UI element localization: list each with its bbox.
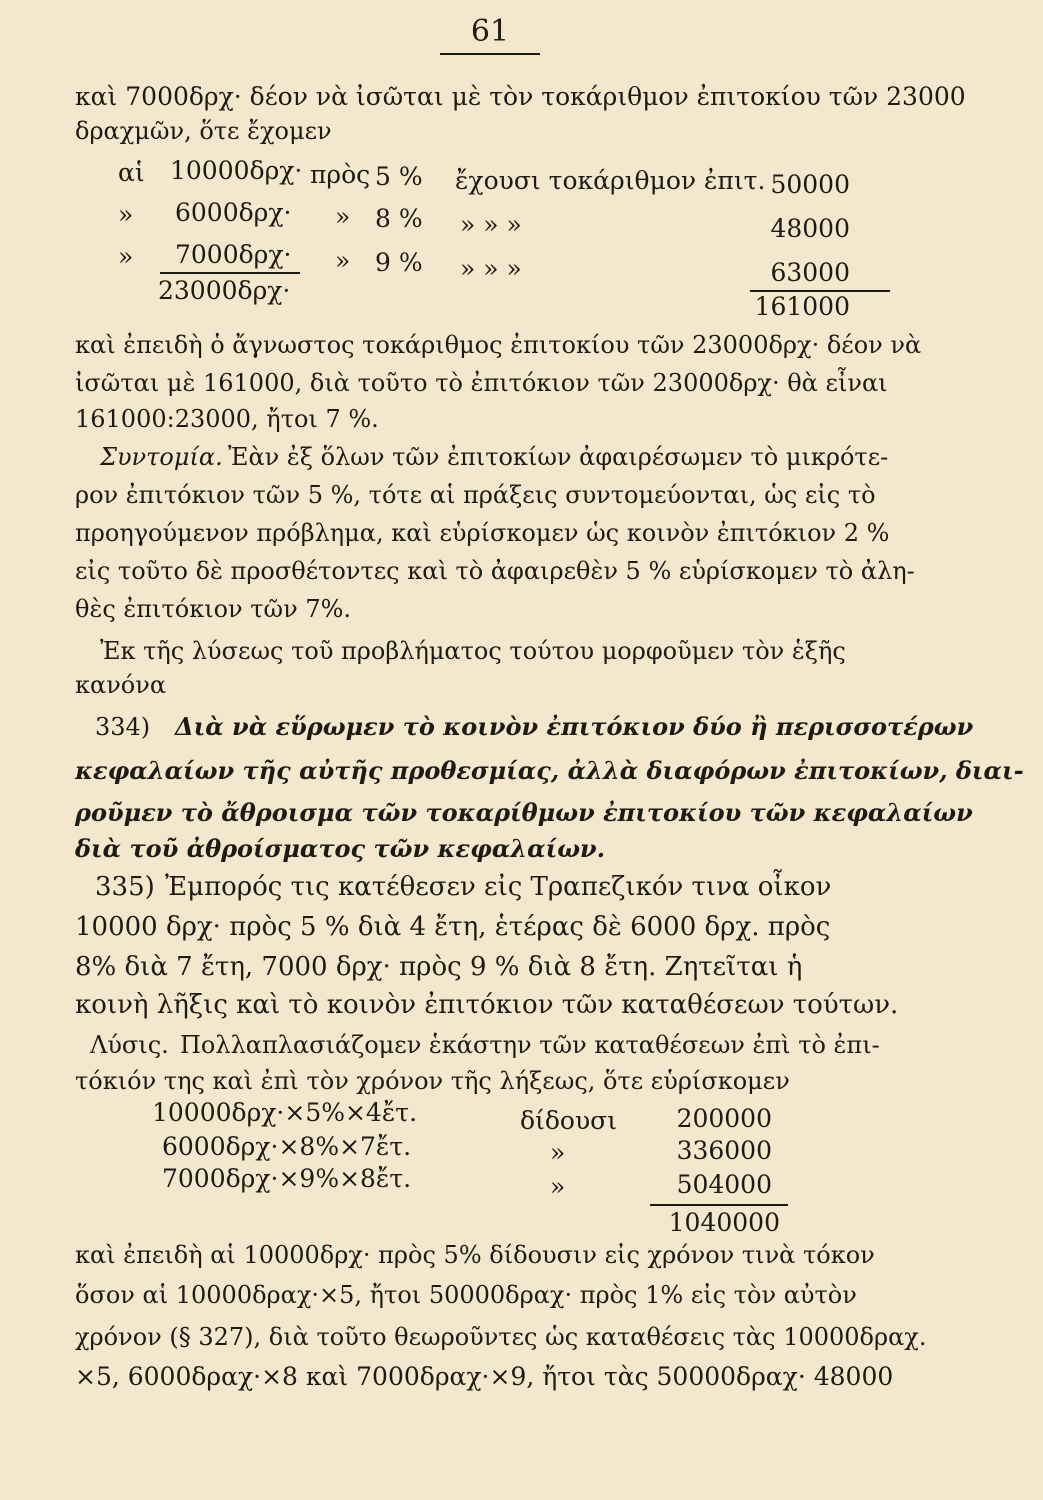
products-total: 1040000 [668,1208,780,1237]
para3-line-2: κανόνα [75,671,167,699]
row-pre: » [335,246,351,275]
para2-line-5: θὲς ἐπιτόκιον τῶν 7%. [75,595,352,623]
solution-label: Λύσις. [90,1031,169,1059]
intro-line-1: καὶ 7000δρχ· δέον νὰ ἰσῶται μὲ τὸν τοκάριθμον ἐπιτοκίου τῶν 23000 [75,82,966,111]
para2-line-3: προηγούμενον πρόβλημα, καὶ εὑρίσκομεν ὡς κοινὸν ἐπιτόκιον 2 % [75,519,890,547]
row-rate: 8 % [375,204,423,233]
row-text: ἔχουσι τοκάριθμον ἐπιτ. [455,166,766,195]
row-rate: 9 % [375,248,423,277]
rule-line-3: ροῦμεν τὸ ἄθροισμα τῶν τοκαρίθμων ἐπιτοκίου τῶν κεφαλαίων [75,798,973,827]
para2-label: Συντομία. [100,443,223,471]
row-rate: 5 % [375,162,423,191]
para1-line-1: καὶ ἐπειδὴ ὁ ἄγνωστος τοκάριθμος ἐπιτοκίου τῶν 23000δρχ· δέον νὰ [75,331,922,359]
para1-line-3: 161000:23000, ἤτοι 7 %. [75,405,379,433]
row-expr: 10000δρχ·×5%×4ἔτ. [152,1098,418,1127]
para2-line-4: εἰς τοῦτο δὲ προσθέτοντες καὶ τὸ ἀφαιρεθὲν 5 % εὑρίσκομεν τὸ ἀλη- [75,557,915,585]
row-value: 63000 [770,258,850,287]
row-lead: αἱ [118,158,145,187]
row-lead: » [118,200,134,229]
final-line-3: χρόνον (§ 327), διὰ τοῦτο θεωροῦντες ὡς καταθέσεις τὰς 10000δραχ. [75,1323,927,1351]
solution-line-1: Πολλαπλασιάζομεν ἑκάστην τῶν καταθέσεων ἐπὶ τὸ ἐπι- [180,1031,880,1059]
rule-line-1: Διὰ νὰ εὕρωμεν τὸ κοινὸν ἐπιτόκιον δύο ἢ περισσοτέρων [175,712,974,741]
problem-line-3: 8% διὰ 7 ἔτη, 7000 δρχ· πρὸς 9 % διὰ 8 ἔτη. Ζητεῖται ἡ [75,952,803,982]
row-expr: 6000δρχ·×8%×7ἔτ. [162,1132,412,1161]
row-amount: 10000δρχ· [170,156,303,185]
problem-line-1: Ἐμπορός τις κατέθεσεν εἰς Τραπεζικόν τινα οἶκον [165,872,832,902]
row-pre: » [335,202,351,231]
problem-number: 335) [95,872,155,902]
row-amount: 7000δρχ· [175,240,292,269]
para2-line-2: ρον ἐπιτόκιον τῶν 5 %, τότε αἱ πράξεις συντομεύονται, ὡς εἰς τὸ [75,481,876,509]
row-value: 50000 [770,170,850,199]
row-text: δίδουσι [520,1106,618,1135]
row-text: » [550,1138,566,1167]
row-pre: πρὸς [310,160,371,189]
row-text: » » » [460,254,522,283]
row-value: 504000 [676,1170,772,1199]
amount-sum-rule [160,272,300,274]
problem-line-2: 10000 δρχ· πρὸς 5 % διὰ 4 ἔτη, ἑτέρας δὲ 6000 δρχ. πρὸς [75,912,831,942]
row-lead: » [118,242,134,271]
row-amount: 6000δρχ· [175,198,292,227]
final-line-2: ὅσον αἱ 10000δραχ·×5, ἤτοι 50000δραχ· πρὸς 1% εἰς τὸν αὐτὸν [75,1281,857,1309]
para2-line-1: Ἐὰν ἐξ ὅλων τῶν ἐπιτοκίων ἀφαιρέσωμεν τὸ μικρότε- [228,443,889,471]
solution-line-2: τόκιόν της καὶ ἐπὶ τὸν χρόνον τῆς λήξεως, ὅτε εὑρίσκομεν [75,1067,790,1095]
final-line-4: ×5, 6000δραχ·×8 καὶ 7000δραχ·×9, ἤτοι τὰς 50000δραχ· 48000 [75,1362,894,1391]
page-number: 61 [440,14,540,55]
row-text: » [550,1172,566,1201]
total-value: 161000 [754,292,850,321]
products-sum-rule [650,1204,788,1206]
rule-line-4: διὰ τοῦ ἀθροίσματος τῶν κεφαλαίων. [75,834,606,863]
para1-line-2: ἰσῶται μὲ 161000, διὰ τοῦτο τὸ ἐπιτόκιον τῶν 23000δρχ· θὰ εἶναι [75,369,888,397]
rule-line-2: κεφαλαίων τῆς αὐτῆς προθεσμίας, ἀλλὰ διαφόρων ἐπιτοκίων, διαι- [75,756,1024,785]
row-expr: 7000δρχ·×9%×8ἔτ. [162,1164,412,1193]
intro-line-2: δραχμῶν, ὅτε ἔχομεν [75,117,332,145]
final-line-1: καὶ ἐπειδὴ αἱ 10000δρχ· πρὸς 5% δίδουσιν εἰς χρόνον τινὰ τόκον [75,1241,875,1269]
para3-line-1: Ἐκ τῆς λύσεως τοῦ προβλήματος τούτου μορφοῦμεν τὸν ἑξῆς [100,637,846,665]
rule-number: 334) [95,713,151,741]
row-value: 336000 [676,1136,772,1165]
problem-line-4: κοινὴ λῆξις καὶ τὸ κοινὸν ἐπιτόκιον τῶν καταθέσεων τούτων. [75,990,899,1020]
row-value: 200000 [676,1104,772,1133]
row-value: 48000 [770,214,850,243]
total-amount: 23000δρχ· [158,276,291,305]
row-text: » » » [460,210,522,239]
